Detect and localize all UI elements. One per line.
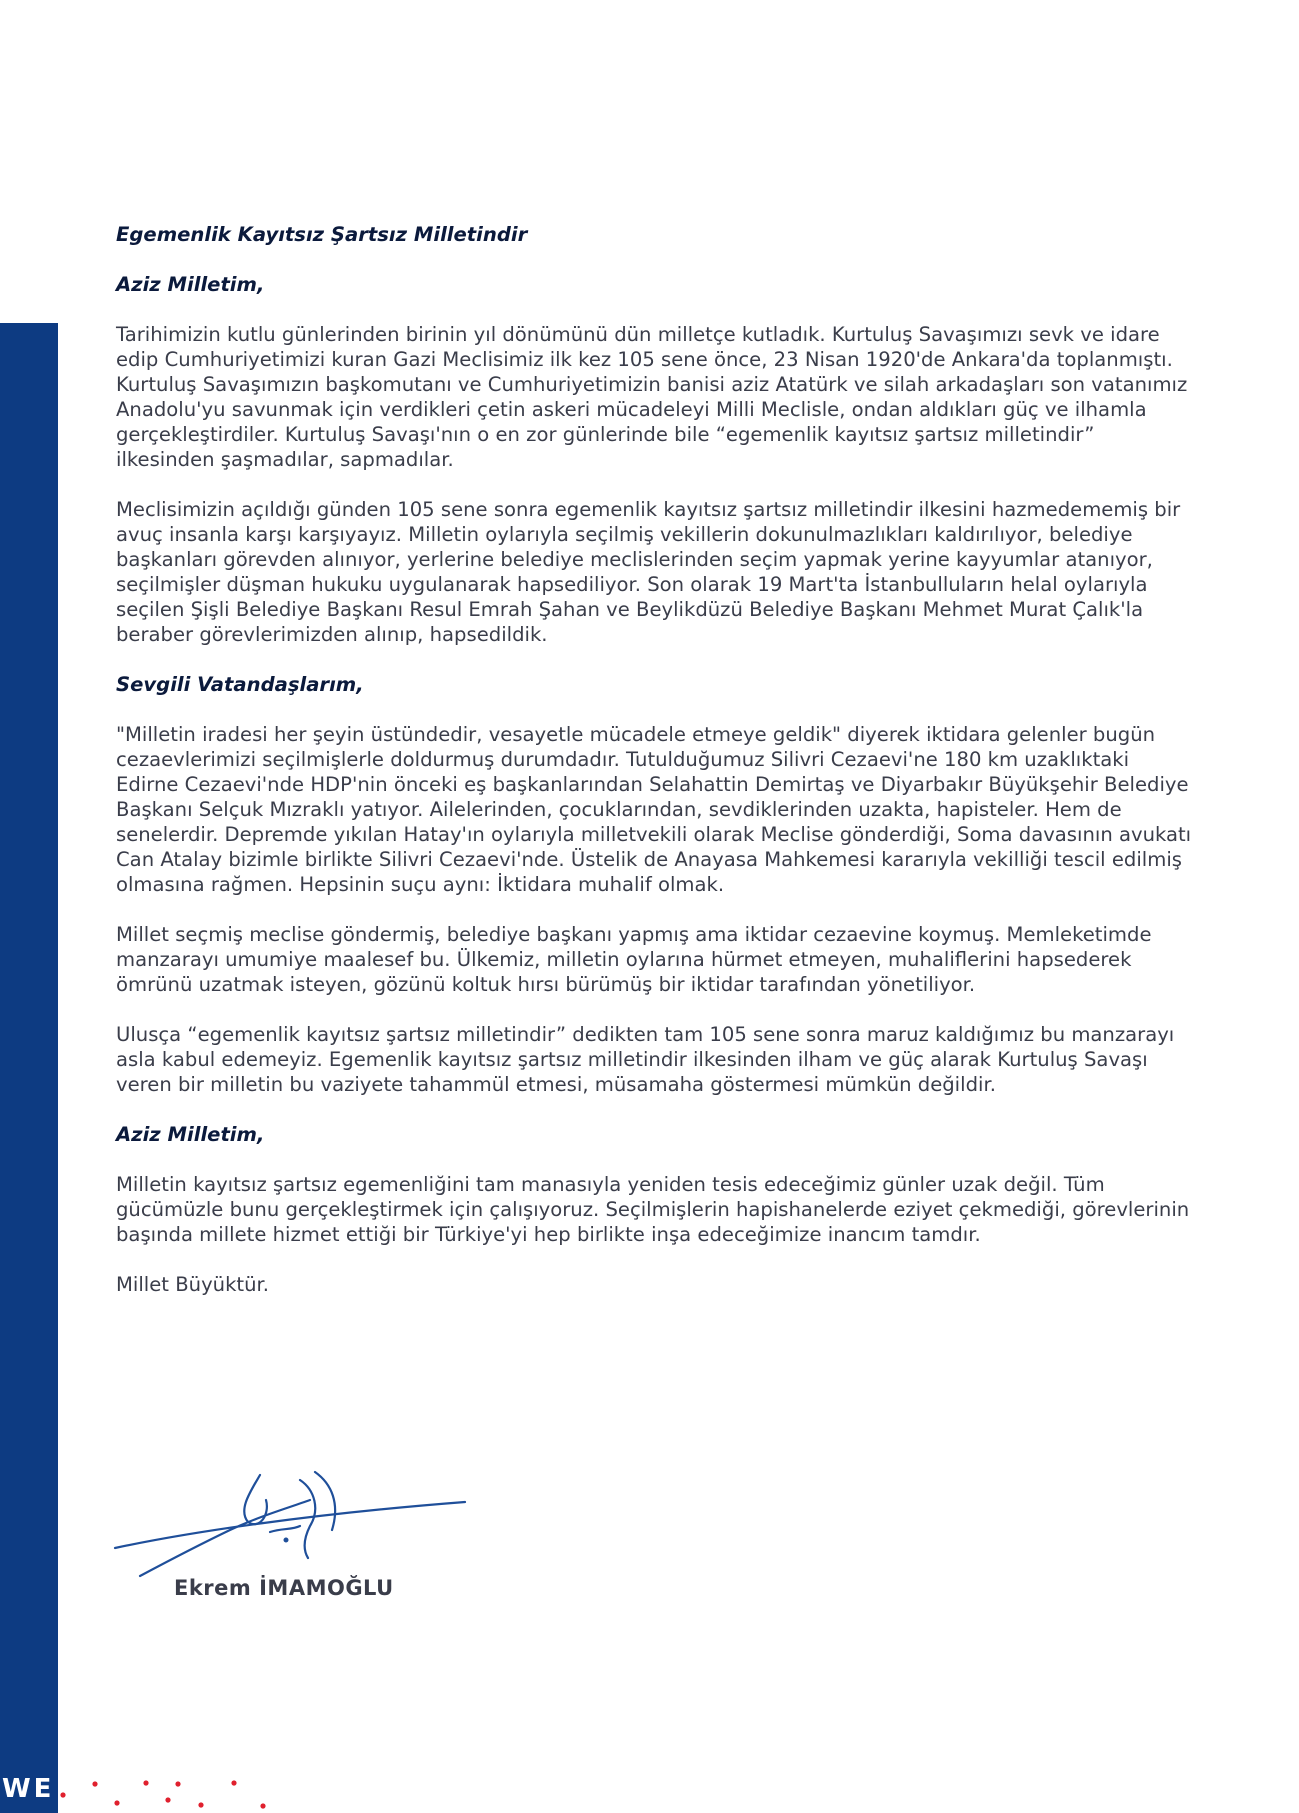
greeting-sevgili-vatandaslarim: Sevgili Vatandaşlarım, <box>116 673 364 696</box>
handwritten-signature <box>110 1470 480 1585</box>
paragraph: Meclisimizin açıldığı günden 105 sene sonra egemenlik kayıtsız şartsız milletindir ilkesini hazmedememiş bir avuç insanla karşı karşıyayız. Milletin oylarıyla seçilmiş vekillerin dokunulmazlıkları kaldırılıyor, belediye başkanları görevden alınıyor, yerlerine belediye meclislerinden seçim yapmak yerine kayyumlar atanıyor, seçilmişler düşman hukuku uygulanarak hapsediliyor. Son olarak 19 Mart'ta İstanbulluların helal oylarıyla seçilen Şişli Belediye Başkanı Resul Emrah Şahan ve Beylikdüzü Belediye Başkanı Mehmet Murat Çalık'la beraber görevlerimizden alınıp, hapsedildik. <box>116 498 1181 646</box>
dot <box>198 1802 203 1807</box>
dot <box>175 1781 180 1786</box>
paragraph: "Milletin iradesi her şeyin üstündedir, vesayetle mücadele etmeye geldik" diyerek iktidara gelenler bugün cezaevlerimizi seçilmişlerle doldurmuş durumdadır. Tutulduğumuz Silivri Cezaevi'ne 180 km uzaklıktaki Edirne Cezaevi'nde HDP'nin önceki eş başkanlarından Selahattin Demirtaş ve Diyarbakır Büyükşehir Belediye Başkanı Selçuk Mızraklı yatıyor. Ailelerinden, çocuklarından, sevdiklerinden uzakta, hapisteler. Hem de senelerdir. Depremde yıkılan Hatay'ın oylarıyla milletvekili olarak Meclise gönderdiği, Soma davasının avukatı Can Atalay bizimle birlikte Silivri Cezaevi'nde. Üstelik de Anayasa Mahkemesi kararıyla vekilliği tescil edilmiş olmasına rağmen. Hepsinin suçu aynı: İktidara muhalif olmak. <box>116 723 1192 896</box>
paragraph: Ulusça “egemenlik kayıtsız şartsız milletindir” dedikten tam 105 sene sonra maruz kaldığımız bu manzarayı asla kabul edemeyiz. Egemenlik kayıtsız şartsız milletindir ilkesinden ilham ve güç alarak Kurtuluş Savaşı veren bir milletin bu vaziyete tahammül etmesi, müsamaha göstermesi mümkün değildir. <box>116 1023 1175 1096</box>
paragraph: Millet seçmiş meclise göndermiş, belediye başkanı yapmış ama iktidar cezaevine koymuş. Memleketimde manzarayı umumiye maalesef bu. Ülkemiz, milletin oylarına hürmet etmeyen, muhaliflerini hapsederek ömrünü uzatmak isteyen, gözünü koltuk hırsı bürümüş bir iktidar tarafından yönetiliyor. <box>116 923 1152 996</box>
greeting-aziz-milletim-2: Aziz Milletim, <box>116 1123 265 1146</box>
footer-logo-mark: WE <box>2 1774 55 1804</box>
greeting-aziz-milletim: Aziz Milletim, <box>116 273 265 296</box>
paragraph: Tarihimizin kutlu günlerinden birinin yıl dönümünü dün milletçe kutladık. Kurtuluş Savaşımızı sevk ve idare edip Cumhuriyetimizi kuran Gazi Meclisimiz ilk kez 105 sene önce, 23 Nisan 1920'de Ankara'da toplanmıştı. Kurtuluş Savaşımızın başkomutanı ve Cumhuriyetimizin banisi aziz Atatürk ve silah arkadaşları son vatanımız Anadolu'yu savunmak için verdikleri çetin askeri mücadeleyi Milli Meclisle, ondan aldıkları güç ve ilhamla gerçekleştirdiler. Kurtuluş Savaşı'nın o en zor günlerinde bile “egemenlik kayıtsız şartsız milletindir” ilkesinden şaşmadılar, sapmadılar. <box>116 323 1188 471</box>
dot <box>60 1792 65 1797</box>
dot <box>114 1800 119 1805</box>
dot <box>260 1803 265 1808</box>
closing-line: Millet Büyüktür. <box>116 1273 270 1296</box>
dot <box>165 1797 170 1802</box>
left-accent-bar <box>0 323 58 1813</box>
letter-title: Egemenlik Kayıtsız Şartsız Milletindir <box>116 223 528 246</box>
dot <box>92 1781 97 1786</box>
letter-body <box>116 222 1196 1297</box>
dot <box>231 1780 236 1785</box>
dot <box>143 1780 148 1785</box>
signer-name: Ekrem İMAMOĞLU <box>174 1576 394 1600</box>
paragraph: Milletin kayıtsız şartsız egemenliğini tam manasıyla yeniden tesis edeceğimiz günler uzak değil. Tüm gücümüzle bunu gerçekleştirmek için çalışıyoruz. Seçilmişlerin hapishanelerde eziyet çekmediği, görevlerinin başında millete hizmet ettiği bir Türkiye'yi hep birlikte inşa edeceğimize inancım tamdır. <box>116 1173 1190 1246</box>
